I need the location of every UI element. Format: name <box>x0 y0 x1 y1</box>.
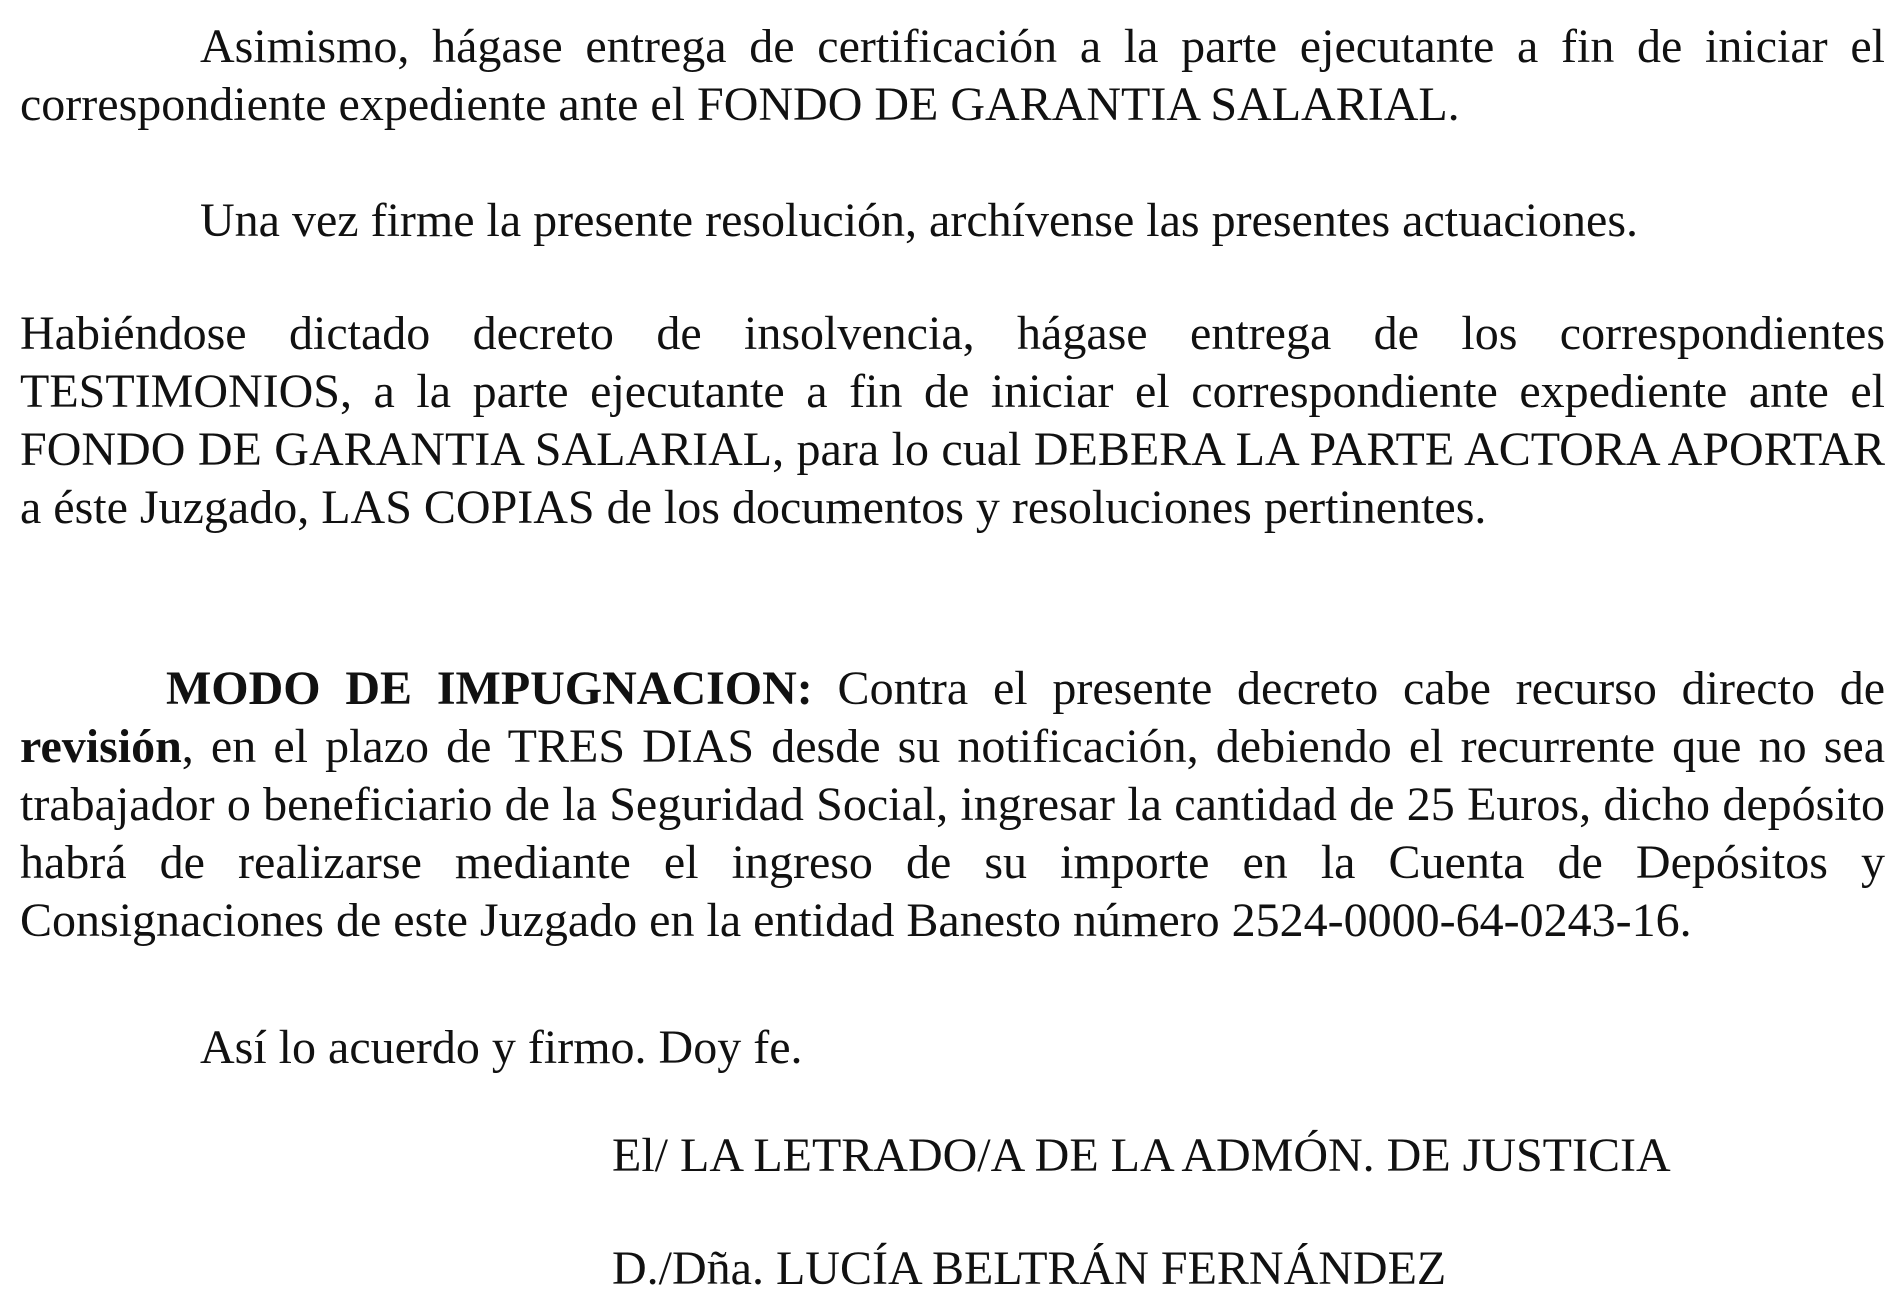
paragraph-doy-fe: Así lo acuerdo y firmo. Doy fe. <box>200 1021 803 1074</box>
impugnacion-heading: MODO DE IMPUGNACION: <box>166 662 813 715</box>
signature-name: D./Dña. LUCÍA BELTRÁN FERNÁNDEZ <box>612 1242 1447 1295</box>
impugnacion-text-1: Contra el presente decreto cabe recurso directo de <box>812 662 1886 715</box>
paragraph-archivo: Una vez firme la presente resolución, archívense las presentes actuaciones. <box>200 194 1639 247</box>
paragraph-testimonios: Habiéndose dictado decreto de insolvencia, hágase entrega de los correspondientes TESTIMONIOS, a la parte ejecutante a fin de iniciar el correspondiente expediente ante el FONDO DE GARANTIA SALARIAL, para lo cual DEBERA LA PARTE ACTORA APORTAR a éste Juzgado, LAS COPIAS de los documentos y resoluciones pertinentes. <box>20 307 1885 534</box>
paragraph-modo-impugnacion <box>20 660 1885 950</box>
paragraph-certificacion: Asimismo, hágase entrega de certificación a la parte ejecutante a fin de iniciar el correspondiente expediente ante el FONDO DE GARANTIA SALARIAL. <box>20 20 1885 131</box>
signature-title: El/ LA LETRADO/A DE LA ADMÓN. DE JUSTICIA <box>612 1129 1671 1182</box>
impugnacion-text-2: , en el plazo de TRES DIAS desde su notificación, debiendo el recurrente que no sea trabajador o beneficiario de la Seguridad Social, ingresar la cantidad de 25 Euros, dicho depósito habrá de realizarse mediante el ingreso de su importe en la Cuenta de Depósitos y Consignaciones de este Juzgado en la entidad Banesto número 2524-0000-64-0243-16. <box>20 720 1885 947</box>
impugnacion-bold-word: revisión <box>20 720 182 773</box>
